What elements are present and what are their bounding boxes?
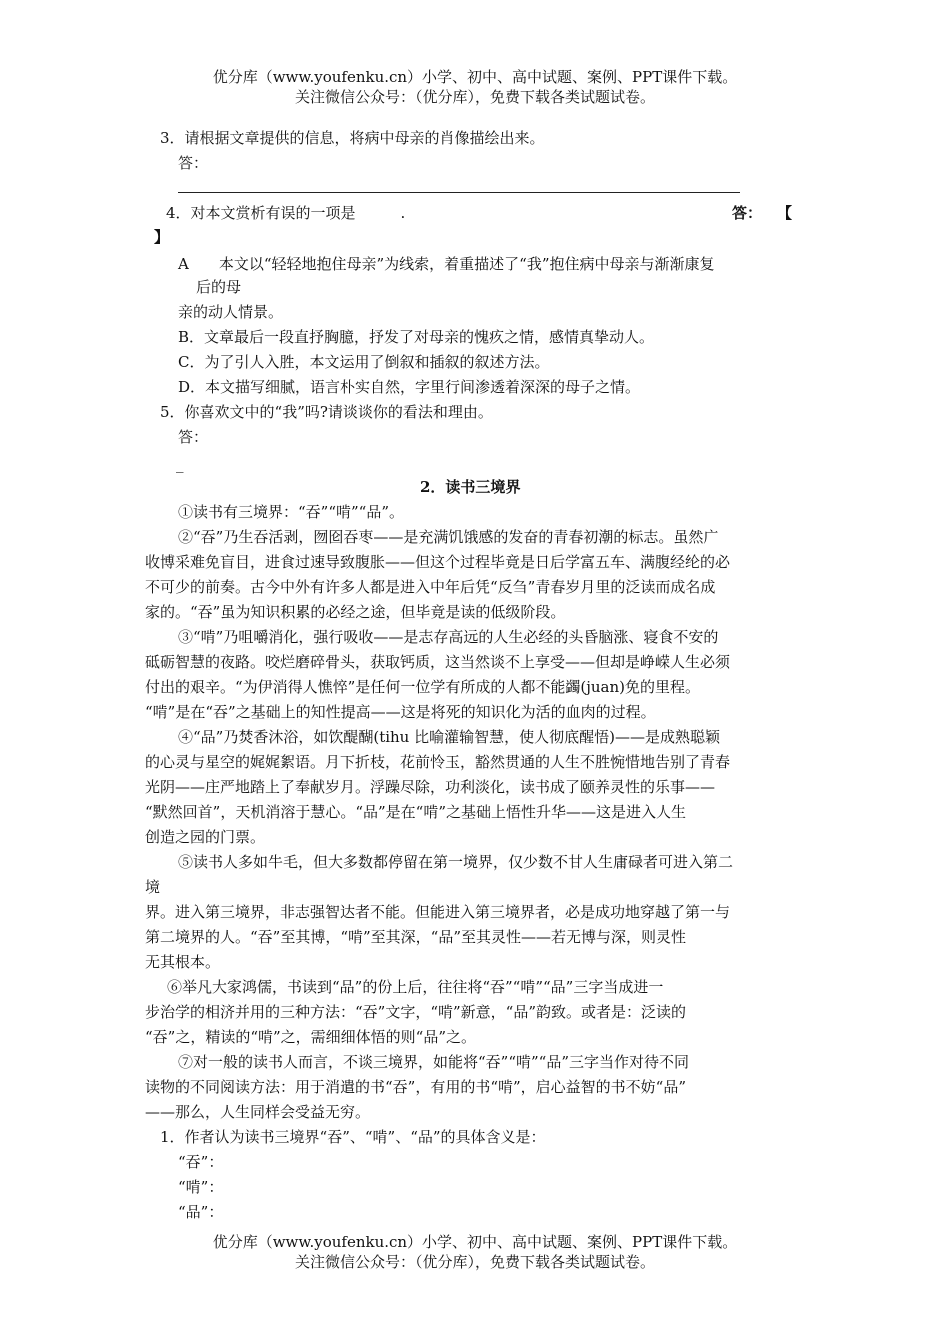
option-d: D．本文描写细腻，语言朴实自然，字里行间渗透着深深的母子之情。 <box>178 378 641 396</box>
article-line: 步治学的相济并用的三种方法：“吞”文字，“啃”新意，“品”韵致。或者是：泛读的 <box>145 1003 687 1021</box>
header-line-2: 关注微信公众号：（优分库），免费下载各类试题试卷。 <box>294 88 655 106</box>
question-5: 5．你喜欢文中的“我”吗?请谈谈你的看法和理由。 <box>160 403 493 421</box>
article-line: 第二境界的人。“吞”至其博，“啃”至其深，“品”至其灵性——若无博与深，则灵性 <box>145 928 687 946</box>
question-1: 1．作者认为读书三境界“吞”、“啃”、“品”的具体含义是： <box>160 1128 546 1146</box>
answer-line <box>178 192 740 193</box>
article-line: 创造之园的门票。 <box>145 828 266 846</box>
option-a: A 本文以“轻轻地抱住母亲”为线索，着重描述了“我”抱住病中母亲与渐渐康复 <box>178 255 715 273</box>
article-title: 2．读书三境界 <box>420 478 521 496</box>
article-line: 读物的不同阅读方法：用于消遣的书“吞”，有用的书“啃”，启心益智的书不妨“品” <box>145 1078 687 1096</box>
page-footer <box>0 1232 950 1272</box>
article-line: ①读书有三境界：“吞”“啃”“品”。 <box>178 503 405 521</box>
article-line: 的心灵与星空的娓娓絮语。月下折枝，花前怜玉，豁然贯通的人生不胜惋惜地告别了青春 <box>145 753 731 771</box>
option-b: B．文章最后一段直抒胸臆，抒发了对母亲的愧疚之情，感情真挚动人。 <box>178 328 655 346</box>
question-4: 4．对本文赏析有误的一项是 . <box>166 204 406 222</box>
question-1-pin: “品”： <box>178 1203 224 1221</box>
article-line: “默然回首”，天机消溶于慧心。“品”是在“啃”之基础上悟性升华——这是进入人生 <box>145 803 687 821</box>
article-line: 家的。“吞”虽为知识积累的必经之途，但毕竟是读的低级阶段。 <box>145 603 566 621</box>
article-line: 不可少的前奏。古今中外有许多人都是进入中年后凭“反刍”青春岁月里的泛读而成名成 <box>145 578 716 596</box>
option-a-cont2: 亲的动人情景。 <box>178 303 284 321</box>
question-5-answer-label: 答： <box>178 428 209 446</box>
article-line: ⑥举凡大家鸿儒，书读到“品”的份上后，往往将“吞”“啃”“品”三字当成进一 <box>167 978 664 996</box>
question-3-answer-label: 答： <box>178 154 209 172</box>
question-5-underscore: _ <box>176 455 184 473</box>
question-4-answer-bracket: 答： 【 <box>732 204 793 222</box>
article-line: ②“吞”乃生吞活剥，囫囵吞枣——是充满饥饿感的发奋的青春初潮的标志。虽然广 <box>178 528 719 546</box>
article-line: ③“啃”乃咀嚼消化，强行吸收——是志存高远的人生必经的头昏脑涨、寝食不安的 <box>178 628 719 646</box>
article-line: ⑦对一般的读书人而言，不谈三境界，如能将“吞”“啃”“品”三字当作对待不同 <box>178 1053 690 1071</box>
article-line: ——那么，人生同样会受益无穷。 <box>145 1103 371 1121</box>
question-3: 3．请根据文章提供的信息，将病中母亲的肖像描绘出来。 <box>160 129 545 147</box>
article-line: “吞”之，精读的“啃”之，需细细体悟的则“品”之。 <box>145 1028 477 1046</box>
question-4-bracket-close: 】 <box>154 228 170 246</box>
article-line: “啃”是在“吞”之基础上的知性提高——这是将死的知识化为活的血肉的过程。 <box>145 703 656 721</box>
article-line: 收博采难免盲目，进食过速导致腹胀——但这个过程毕竟是日后学富五车、满腹经纶的必 <box>145 553 731 571</box>
article-line: 界。进入第三境界，非志强智达者不能。但能进入第三境界者，必是成功地穿越了第一与 <box>145 903 731 921</box>
question-1-tun: “吞”： <box>178 1153 224 1171</box>
article-line: 砥砺智慧的夜路。咬烂磨碎骨头，获取钙质，这当然谈不上享受——但却是峥嵘人生必须 <box>145 653 731 671</box>
article-line: ④“品”乃焚香沐浴，如饮醍醐(tihu 比喻灌输智慧，使人彻底醒悟)——是成熟聪颖 <box>178 728 720 746</box>
article-line: 光阴——庄严地踏上了奉献岁月。浮躁尽除，功利淡化，读书成了颐养灵性的乐事—— <box>145 778 716 796</box>
article-line: 付出的艰辛。“为伊消得人憔悴”是任何一位学有所成的人都不能蠲(juan)免的里程。 <box>145 678 700 696</box>
footer-line-1: 优分库（www.youfenku.cn）小学、初中、高中试题、案例、PPT课件下载。 <box>212 1233 738 1251</box>
page-header <box>0 67 950 107</box>
article-line: 境 <box>145 878 161 896</box>
question-1-ken: “啃”： <box>178 1178 224 1196</box>
article-line: 无其根本。 <box>145 953 221 971</box>
option-a-cont: 后的母 <box>196 278 242 296</box>
footer-line-2: 关注微信公众号：（优分库），免费下载各类试题试卷。 <box>294 1253 655 1271</box>
article-line: ⑤读书人多如牛毛，但大多数都停留在第一境界，仅少数不甘人生庸碌者可进入第二 <box>178 853 734 871</box>
option-c: C．为了引人入胜，本文运用了倒叙和插叙的叙述方法。 <box>178 353 550 371</box>
header-line-1: 优分库（www.youfenku.cn）小学、初中、高中试题、案例、PPT课件下载。 <box>212 68 738 86</box>
